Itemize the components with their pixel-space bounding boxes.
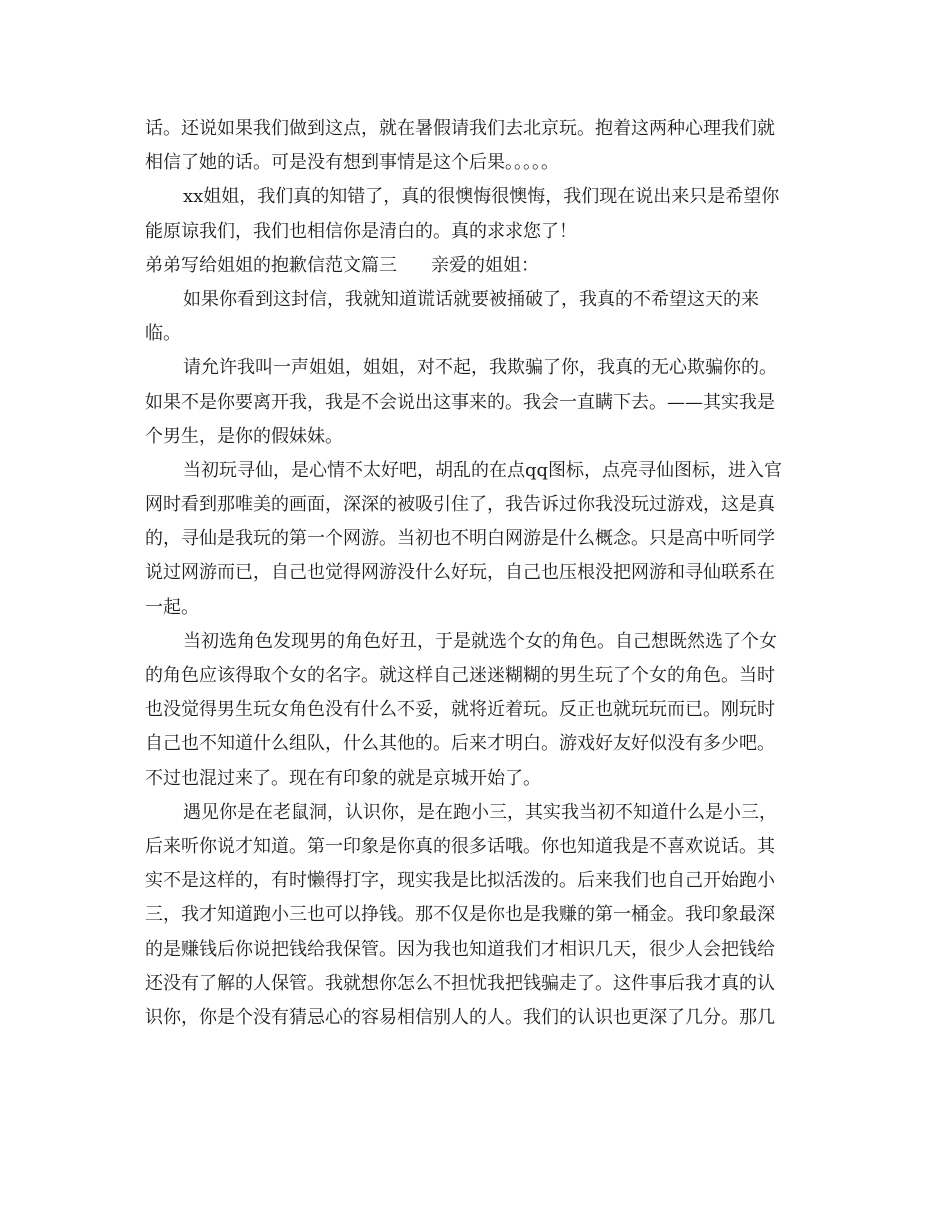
paragraph-start: 当初选角色发现男的角色好丑，于是就选个女的角色。自己想既然选了个女 — [183, 630, 777, 652]
text-line: 还没有了解的人保管。我就想你怎么不担忧我把钱骗走了。这件事后我才真的认 — [145, 972, 775, 994]
section-title: 弟弟写给姐姐的抱歉信范文篇三 — [145, 254, 397, 276]
text-line: 一起。 — [145, 596, 199, 618]
letter-body — [145, 112, 815, 1035]
text-line: 的，寻仙是我玩的第一个网游。当初也不明白网游是什么概念。只是高中听同学 — [145, 528, 775, 550]
paragraph-start: 当初玩寻仙，是心情不太好吧，胡乱的在点qq图标，点亮寻仙图标，进入官 — [183, 459, 783, 481]
paragraph-start: xx姐姐，我们真的知错了，真的很懊悔很懊悔，我们现在说出来只是希望你 — [183, 186, 780, 208]
text-line: 三，我才知道跑小三也可以挣钱。那不仅是你也是我赚的第一桶金。我印象最深 — [145, 904, 775, 926]
text-line: 也没觉得男生玩女角色没有什么不妥，就将近着玩。反正也就玩玩而已。刚玩时 — [145, 699, 775, 721]
text-line: 的角色应该得取个女的名字。就这样自己迷迷糊糊的男生玩了个女的角色。当时 — [145, 665, 775, 686]
text-line: 如果不是你要离开我，我是不会说出这事来的。我会一直瞒下去。——其实我是 — [145, 391, 775, 413]
paragraph-start: 如果你看到这封信，我就知道谎话就要被捅破了，我真的不希望这天的来 — [183, 288, 759, 310]
text-line: 话。还说如果我们做到这点，就在暑假请我们去北京玩。抱着这两种心理我们就 — [145, 118, 775, 139]
letter-salutation: 亲爱的姐姐： — [431, 254, 539, 276]
text-line: 实不是这样的，有时懒得打字，现实我是比拟活泼的。后来我们也自己开始跑小 — [145, 870, 775, 892]
text-line: 自己也不知道什么组队，什么其他的。后来才明白。游戏好友好似没有多少吧。 — [145, 733, 775, 755]
text-line: 说过网游而已，自己也觉得网游没什么好玩，自己也压根没把网游和寻仙联系在 — [145, 562, 775, 584]
text-line: 后来听你说才知道。第一印象是你真的很多话哦。你也知道我是不喜欢说话。其 — [145, 835, 775, 857]
text-line: 能原谅我们，我们也相信你是清白的。真的求求您了！ — [145, 220, 577, 242]
text-line: 不过也混过来了。现在有印象的就是京城开始了。 — [145, 767, 541, 789]
text-line: 临。 — [145, 323, 181, 345]
text-line: 相信了她的话。可是没有想到事情是这个后果。。。。。 — [145, 152, 559, 174]
paragraph-start: 遇见你是在老鼠洞，认识你，是在跑小三，其实我当初不知道什么是小三， — [183, 801, 777, 823]
section-heading — [145, 249, 815, 283]
text-line: 网时看到那唯美的画面，深深的被吸引住了，我告诉过你我没玩过游戏，这是真 — [145, 494, 775, 516]
paragraph-start: 请允许我叫一声姐姐，姐姐，对不起，我欺骗了你，我真的无心欺骗你的。 — [183, 357, 777, 379]
text-line: 识你，你是个没有猜忌心的容易相信别人的人。我们的认识也更深了几分。那几 — [145, 1006, 775, 1028]
text-line: 的是赚钱后你说把钱给我保管。因为我也知道我们才相识几天，很少人会把钱给 — [145, 938, 775, 960]
text-line: 个男生，是你的假妹妹。 — [145, 425, 343, 447]
